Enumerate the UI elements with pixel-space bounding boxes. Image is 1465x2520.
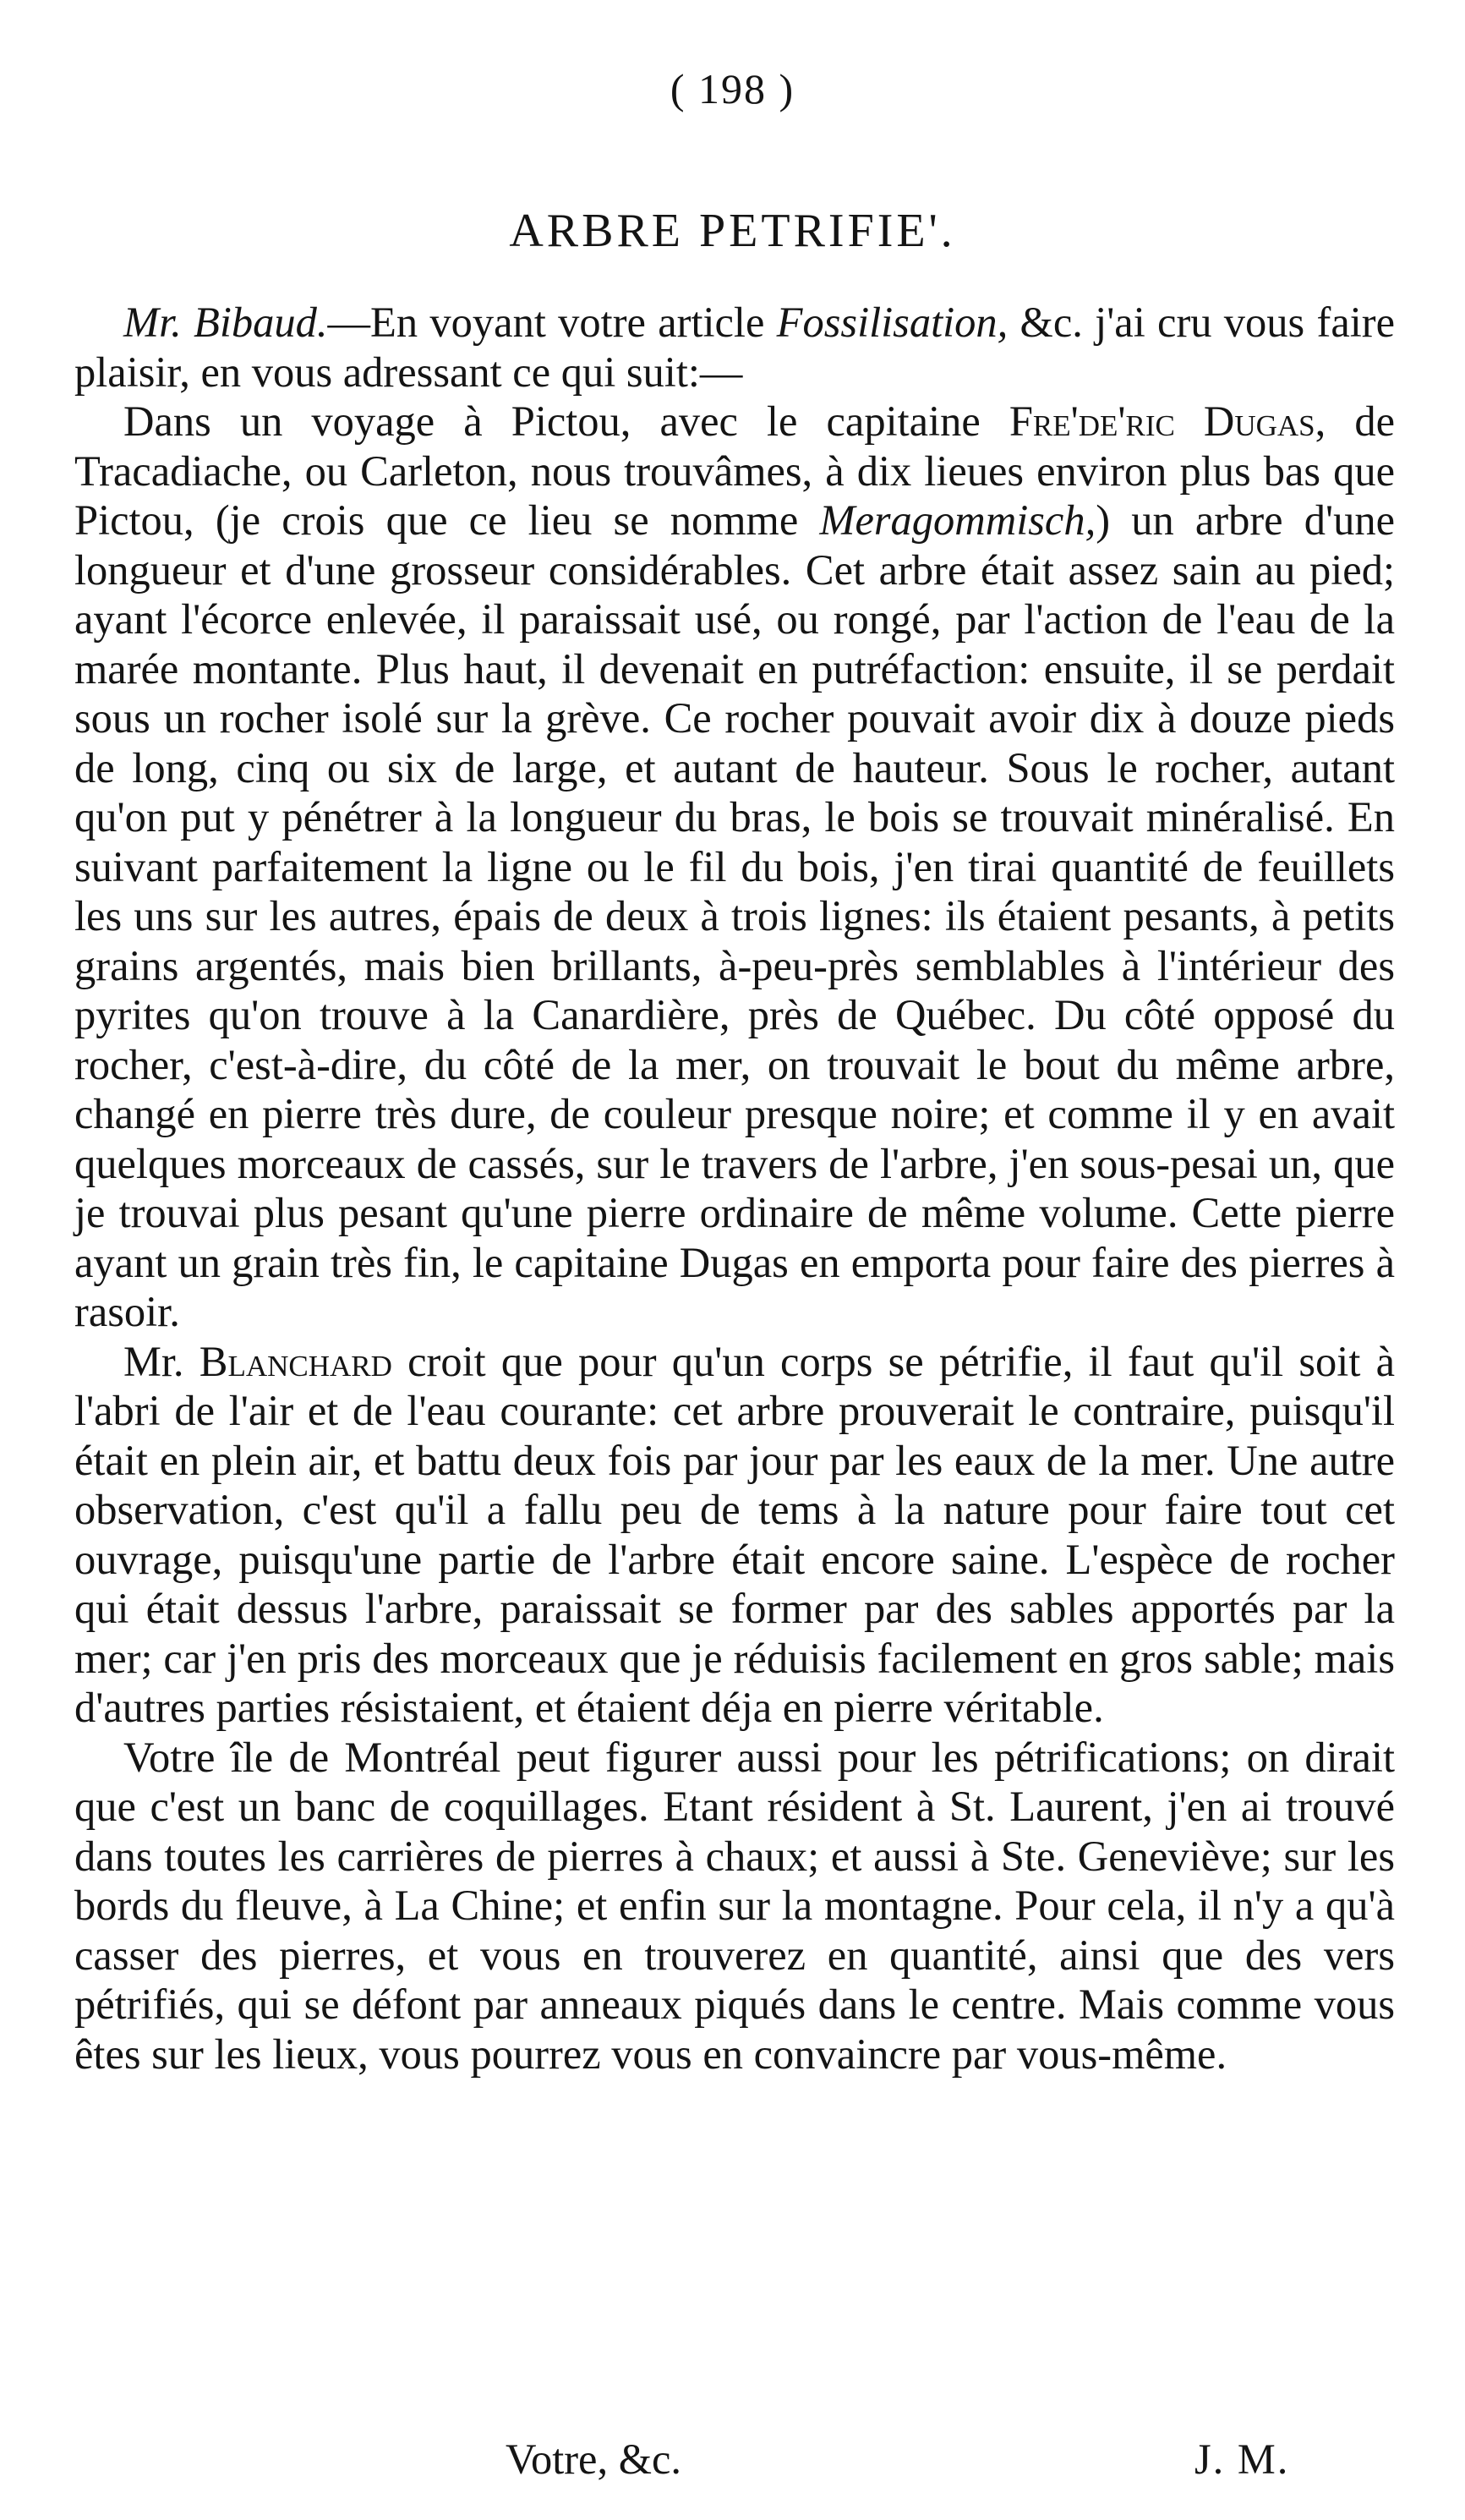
text-run: Dans un voyage à Pictou, avec le capitaine [123, 397, 1009, 445]
article-title: ARBRE PETRIFIE'. [509, 205, 956, 257]
paragraph [74, 1733, 1395, 2079]
text-run: ) un arbre d'une longueur et d'une grosseur considérables. Cet arbre était assez sain au pied; ayant l'écorce enlevée, il paraissait usé, ou rongé, par l'action de l'eau de la marée montante. Plus haut, il devenait en putréfaction: ensuite, il se perdait sous un rocher isolé sur la grève. Ce rocher pouvait avoir dix à douze pieds de long, cinq ou six de large, et autant de hauteur. Sous le rocher, autant qu'on put y pénétrer à la longueur du bras, le bois se trouvait minéralisé. En suivant parfaitement la ligne ou le fil du bois, j'en tirai quantité de feuillets les uns sur les autres, épais de deux à trois lignes: ils étaient pesants, à petits grains argentés, mais bien brillants, à-peu-près semblables à l'intérieur des pyrites qu'on trouve à la Canardière, près de Québec. Du côté opposé du rocher, c'est-à-dire, du côté de la mer, on trouvait le bout du même arbre, changé en pierre très dure, de couleur presque noire; et comme il y en avait quelques morceaux de cassés, sur le travers de l'arbre, j'en sous-pesai un, que je trouvai plus pesant qu'une pierre ordinaire de même volume. Cette pierre ayant un grain très fin, le capitaine Dugas en emporta pour faire des pierres à rasoir. [74, 496, 1395, 1335]
closing-formula: Votre, &c. [506, 2435, 682, 2483]
small-caps-name: Blanchard [199, 1337, 392, 1385]
text-run: , de Tracadiache, ou Carleton, nous trouvâmes, à dix lieues environ plus bas que Pictou, (je crois que ce lieu se nomme [74, 397, 1395, 544]
paragraph [74, 1337, 1395, 1733]
paragraph [74, 298, 1395, 397]
text-run: &c. j'ai cru vous faire plaisir, en vous adressant ce qui suit:— [74, 299, 1395, 396]
text-run: croit que pour qu'un corps se pétrifie, il faut qu'il soit à l'abri de l'air et de l'eau courante: cet arbre prouverait le contraire, puisqu'il était en plein air, et battu deux fois par jour par les eaux de la mer. Une autre observation, c'est qu'il a fallu peu de tems à la nature pour faire tout cet ouvrage, puisqu'une partie de l'arbre était encore saine. L'espèce de rocher qui était dessus l'arbre, paraissait se former par des sables apportés par la mer; car j'en pris des morceaux que je réduisis facilement en gros sable; mais d'autres parties résistaient, et étaient déja en pierre véritable. [74, 1337, 1395, 1731]
paragraph [74, 397, 1395, 1337]
italic-text: Meragommisch, [819, 496, 1096, 544]
italic-text: Fossilisation, [776, 299, 1009, 346]
text-run: —En voyant votre article [327, 299, 777, 346]
small-caps-name: Fre'de'ric Dugas [1009, 397, 1315, 445]
letter-closing [0, 2434, 1465, 2484]
italic-text: Mr. Bibaud. [123, 299, 328, 346]
text-run: Votre île de Montréal peut figurer aussi pour les pétrifications; on dirait que c'est un banc de coquillages. Etant résident à St. Laurent, j'en ai trouvé dans toutes les carrières de pierres à chaux; et aussi à Ste. Geneviève; sur les bords du fleuve, à La Chine; et enfin sur la montagne. Pour cela, il n'y a qu'à casser des pierres, et vous en trouverez en quantité, ainsi que des vers pétrifiés, qui se défont par anneaux piqués dans le centre. Mais comme vous êtes sur les lieux, vous pourrez vous en convaincre par vous-même. [74, 1733, 1395, 2078]
signature-initials: J. M. [1194, 2435, 1290, 2483]
page-number: ( 198 ) [670, 65, 795, 112]
text-run: Mr. [123, 1337, 200, 1385]
article-body [74, 298, 1395, 2079]
